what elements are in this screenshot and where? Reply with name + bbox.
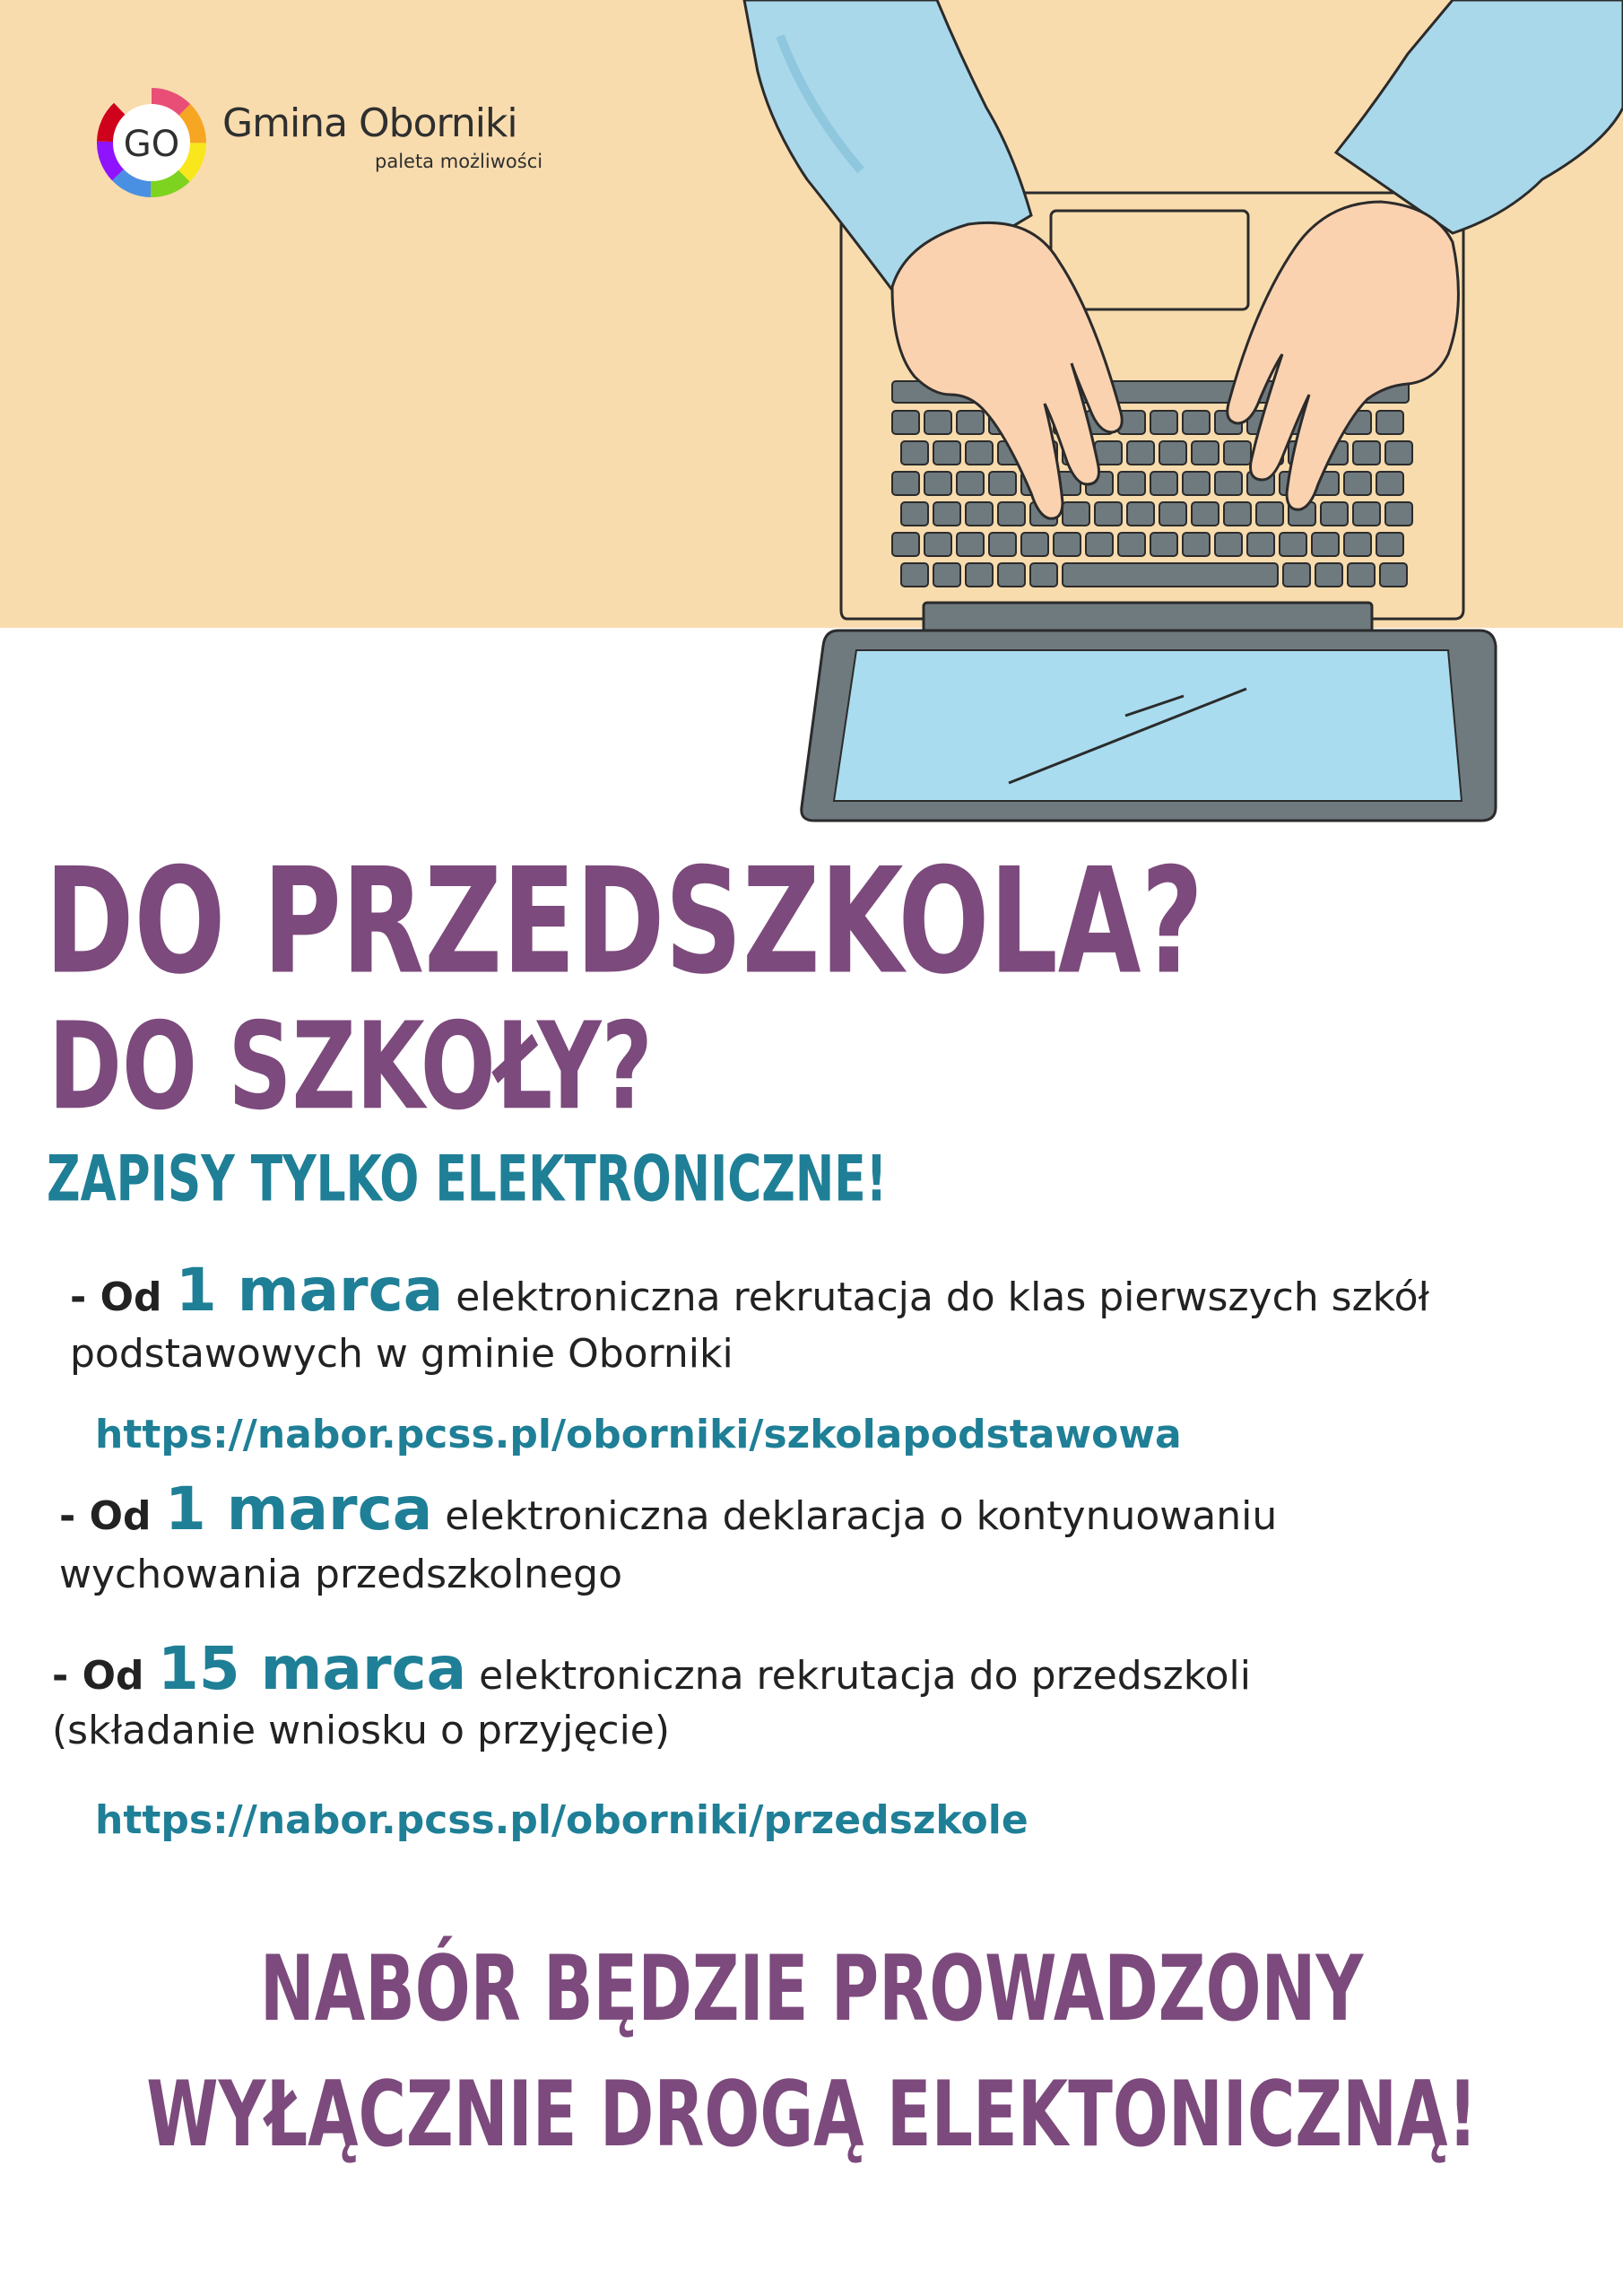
keyboard-key [1054, 533, 1081, 556]
recruitment-link-school[interactable]: https://nabor.pcss.pl/oborniki/szkolapodstawowa [95, 1412, 1182, 1457]
keyboard-key [1183, 472, 1210, 495]
keyboard-key [1086, 533, 1113, 556]
keyboard-key [1353, 502, 1380, 526]
keyboard-key [1183, 533, 1210, 556]
keyboard-key [1312, 533, 1339, 556]
keyboard-key [933, 502, 960, 526]
keyboard-key [1283, 563, 1310, 587]
keyboard-key [901, 441, 928, 465]
keyboard-key [1376, 411, 1403, 434]
headline-subtitle: ZAPISY TYLKO ELEKTRONICZNE! [47, 1143, 888, 1216]
keyboard-key [1280, 533, 1306, 556]
keyboard-key [901, 563, 928, 587]
gmina-oborniki-logo [95, 86, 561, 203]
item-text-line-2: wychowania przedszkolnego [59, 1552, 623, 1597]
footer-line-1-text: NABÓR BĘDZIE PROWADZONY [259, 1935, 1364, 2042]
footer-line-1 [0, 1935, 1623, 2042]
keyboard-key [1150, 411, 1177, 434]
headline-line-2: DO SZKOŁY? [48, 996, 653, 1137]
item-text-line-2: (składanie wniosku o przyjęcie) [52, 1708, 671, 1753]
keyboard-key [957, 533, 984, 556]
logo-ring-icon [95, 86, 208, 199]
keyboard-key [1159, 441, 1186, 465]
keyboard-key [1021, 533, 1048, 556]
keyboard-key [957, 472, 984, 495]
keyboard-key [1095, 502, 1122, 526]
keyboard-key [1380, 563, 1407, 587]
keyboard-key [1215, 472, 1242, 495]
keyboard-key [1224, 441, 1251, 465]
keyboard-key [1127, 502, 1154, 526]
list-item [52, 1634, 1251, 1703]
item-text-line-1: elektroniczna rekrutacja do przedszkoli [466, 1653, 1251, 1699]
keyboard-key [1344, 533, 1371, 556]
keyboard-key [966, 563, 993, 587]
keyboard-key [924, 472, 951, 495]
item-text-line-2: podstawowych w gminie Oborniki [70, 1331, 733, 1377]
keyboard-key [1183, 411, 1210, 434]
footer-line-2-text: WYŁĄCZNIE DROGĄ ELEKTONICZNĄ! [145, 2061, 1478, 2168]
keyboard-key [1030, 563, 1057, 587]
item-date: 15 marca [157, 1634, 467, 1703]
recruitment-link-preschool[interactable]: https://nabor.pcss.pl/oborniki/przedszkole [95, 1797, 1028, 1843]
item-prefix: - Od [59, 1493, 165, 1539]
keyboard-key [924, 533, 951, 556]
keyboard-key [1344, 472, 1371, 495]
keyboard-key [1315, 563, 1342, 587]
keyboard-key [1385, 502, 1412, 526]
keyboard-key [892, 472, 919, 495]
keyboard-key [1095, 441, 1122, 465]
item-date: 1 marca [175, 1256, 444, 1325]
keyboard-key [1247, 533, 1274, 556]
item-prefix: - Od [52, 1653, 158, 1699]
keyboard-key [933, 563, 960, 587]
keyboard-key [1063, 502, 1089, 526]
keyboard-key [966, 502, 993, 526]
keyboard-key [1224, 502, 1251, 526]
screen-glass [834, 650, 1462, 801]
keyboard-key [1118, 533, 1145, 556]
keyboard-key [989, 472, 1016, 495]
keyboard-key [1256, 502, 1283, 526]
keyboard-key [1063, 563, 1278, 587]
keyboard-key [1192, 441, 1219, 465]
keyboard-key [1127, 441, 1154, 465]
keyboard-key [1385, 441, 1412, 465]
keyboard-key [989, 533, 1016, 556]
keyboard-key [1353, 441, 1380, 465]
keyboard-key [957, 411, 984, 434]
keyboard-key [1376, 472, 1403, 495]
item-text-line-1: elektroniczna rekrutacja do klas pierwszych szkół [443, 1274, 1430, 1320]
logo-tagline: paleta możliwości [375, 151, 543, 172]
item-date: 1 marca [164, 1474, 433, 1544]
keyboard-key [1376, 533, 1403, 556]
keyboard-key [1348, 563, 1375, 587]
headline-line-1: DO PRZEDSZKOLA? [45, 836, 1204, 1006]
logo-mark: GO [123, 124, 180, 165]
item-prefix: - Od [70, 1274, 176, 1320]
logo-title: Gmina Oborniki [222, 100, 517, 146]
keyboard-key [1118, 472, 1145, 495]
keyboard-key [966, 441, 993, 465]
keyboard-key [998, 563, 1025, 587]
keyboard-key [1150, 533, 1177, 556]
footer-line-2 [0, 2061, 1623, 2168]
keyboard-key [892, 533, 919, 556]
keyboard-key [892, 411, 919, 434]
keyboard-key [998, 502, 1025, 526]
item-text-line-1: elektroniczna deklaracja o kontynuowaniu [432, 1493, 1278, 1539]
keyboard-key [933, 441, 960, 465]
keyboard-key [1192, 502, 1219, 526]
keyboard-key [1215, 533, 1242, 556]
keyboard-key [924, 411, 951, 434]
keyboard-key [1159, 502, 1186, 526]
list-item [59, 1474, 1277, 1544]
list-item [70, 1256, 1429, 1325]
keyboard-key [1321, 502, 1348, 526]
keyboard-key [1150, 472, 1177, 495]
keyboard-key [901, 502, 928, 526]
